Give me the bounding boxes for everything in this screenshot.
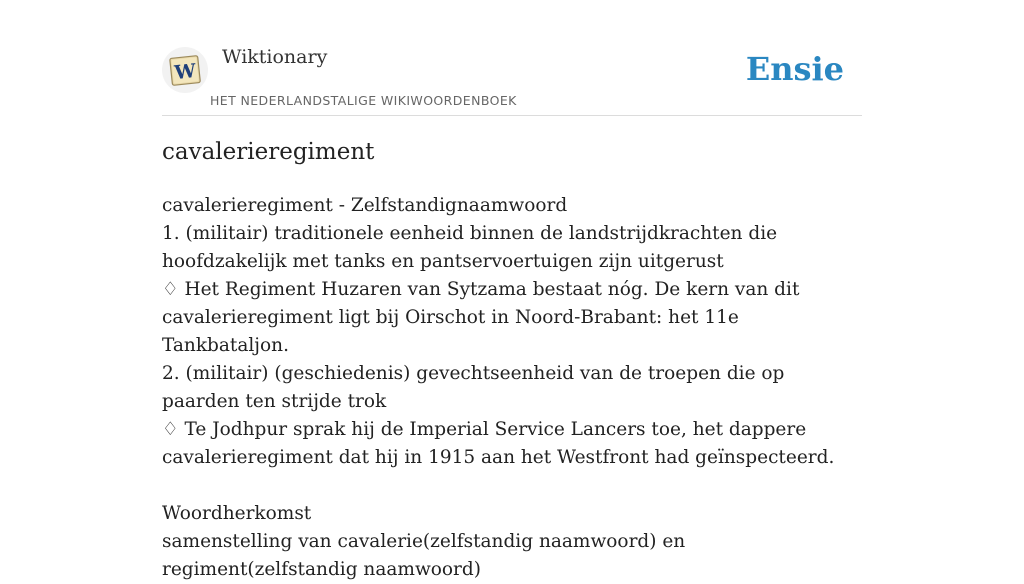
site-title[interactable]: Wiktionary — [222, 46, 328, 68]
page — [162, 0, 862, 580]
entry-content — [162, 192, 862, 584]
section-spacer — [162, 472, 862, 500]
site-header — [162, 0, 862, 116]
wiktionary-logo-icon[interactable] — [162, 47, 208, 93]
definition-1: 1. (militair) traditionele eenheid binnen de landstrijdkrachten die hoofdzakelijk met tanks en pantservoertuigen zijn uitgerust — [162, 223, 778, 272]
svg-text:W: W — [173, 59, 197, 85]
example-1: ♢ Het Regiment Huzaren van Sytzama bestaat nóg. De kern van dit cavalerieregiment ligt bij Oirschot in Noord-Brabant: het 11e Tankbataljon. — [162, 279, 800, 356]
page-title: cavalerieregiment — [162, 139, 375, 165]
w-tile-icon — [167, 52, 203, 88]
definition-2: 2. (militair) (geschiedenis) gevechtseenheid van de troepen die op paarden ten strijde trok — [162, 363, 785, 412]
site-subtitle: HET NEDERLANDSTALIGE WIKIWOORDENBOEK — [210, 93, 517, 108]
ensie-brand-link[interactable]: Ensie — [745, 50, 844, 88]
example-2: ♢ Te Jodhpur sprak hij de Imperial Service Lancers toe, het dappere cavalerieregiment dat hij in 1915 aan het Westfront had geïnspecteerd. — [162, 419, 835, 468]
etymology-heading: Woordherkomst — [162, 503, 312, 524]
entry-heading-line: cavalerieregiment - Zelfstandignaamwoord — [162, 195, 568, 216]
etymology-text: samenstelling van cavalerie(zelfstandig naamwoord) en regiment(zelfstandig naamwoord) — [162, 531, 686, 580]
